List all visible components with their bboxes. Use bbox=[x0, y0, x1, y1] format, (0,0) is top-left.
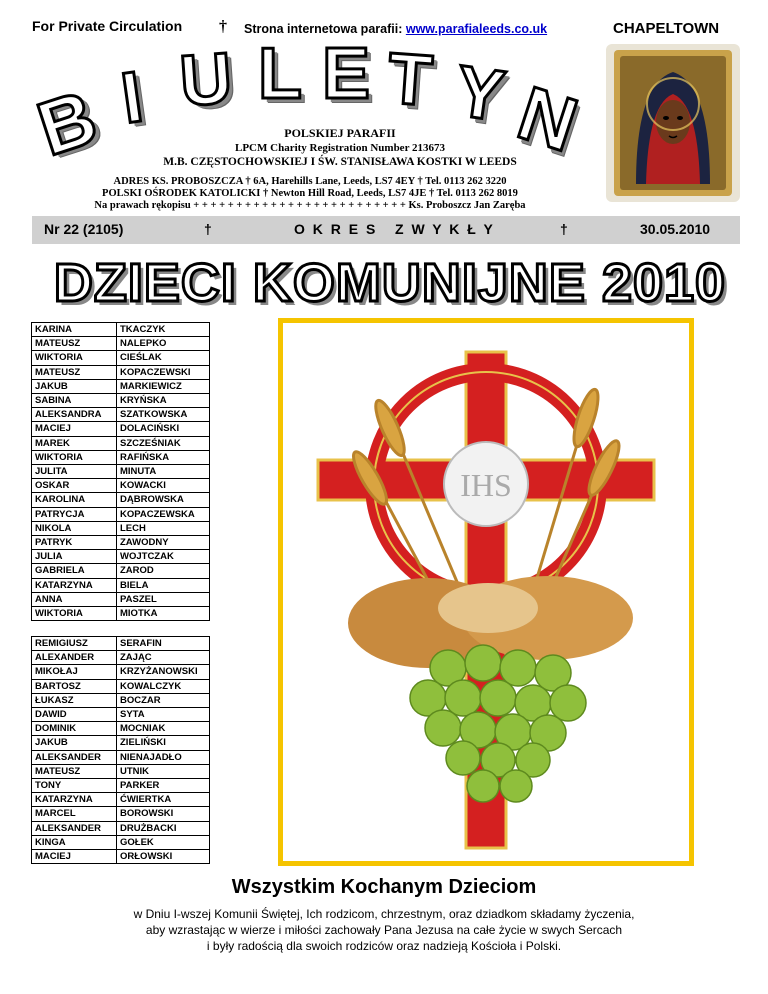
surname-cell: KOPACZEWSKA bbox=[117, 507, 210, 521]
first-name-cell: GABRIELA bbox=[32, 564, 117, 578]
communicant-row bbox=[32, 479, 210, 493]
first-name-cell: BARTOSZ bbox=[32, 679, 117, 693]
surname-cell: MOCNIAK bbox=[117, 722, 210, 736]
communicant-row bbox=[32, 365, 210, 379]
first-name-cell: ANNA bbox=[32, 592, 117, 606]
communicant-row bbox=[32, 793, 210, 807]
first-name-cell: KATARZYNA bbox=[32, 578, 117, 592]
host-ihs-text: IHS bbox=[460, 467, 512, 503]
first-name-cell: NIKOLA bbox=[32, 521, 117, 535]
liturgical-period: O K R E S Z W Y K Ł Y bbox=[294, 221, 495, 237]
surname-cell: RAFIŃSKA bbox=[117, 450, 210, 464]
communicant-row bbox=[32, 521, 210, 535]
surname-cell: WOJTCZAK bbox=[117, 550, 210, 564]
issue-dagger: † bbox=[560, 221, 568, 237]
communicant-row bbox=[32, 637, 210, 651]
surname-cell: CIEŚLAK bbox=[117, 351, 210, 365]
first-name-cell: DOMINIK bbox=[32, 722, 117, 736]
surname-cell: ZAWODNY bbox=[117, 536, 210, 550]
communicant-row bbox=[32, 807, 210, 821]
communicant-row bbox=[32, 536, 210, 550]
surname-cell: GOŁEK bbox=[117, 835, 210, 849]
communicant-row bbox=[32, 693, 210, 707]
masthead-letter: Y bbox=[450, 51, 510, 137]
first-name-cell: MACIEJ bbox=[32, 422, 117, 436]
madonna-icon-image bbox=[606, 44, 740, 202]
communicant-row bbox=[32, 750, 210, 764]
greeting-line: aby wzrastając w wierze i miłości zachowały Pana Jezusa na całe życie w swych Sercach bbox=[145, 923, 623, 937]
communicant-row bbox=[32, 436, 210, 450]
address-line: ADRES KS. PROBOSZCZA † 6A, Harehills Lane, Leeds, LS7 4EY † Tel. 0113 262 3220 bbox=[113, 176, 507, 187]
communicants-table-2 bbox=[31, 636, 210, 864]
surname-cell: MINUTA bbox=[117, 465, 210, 479]
surname-cell: BOROWSKI bbox=[117, 807, 210, 821]
first-name-cell: KAROLINA bbox=[32, 493, 117, 507]
issue-date: 30.05.2010 bbox=[640, 221, 711, 237]
masthead-letter: T bbox=[385, 38, 435, 122]
masthead-letter: L bbox=[258, 34, 302, 114]
surname-cell: LECH bbox=[117, 521, 210, 535]
masthead-letter: B bbox=[28, 74, 107, 173]
first-name-cell: WIKTORIA bbox=[32, 351, 117, 365]
communicant-row bbox=[32, 850, 210, 864]
first-name-cell: JAKUB bbox=[32, 736, 117, 750]
masthead-letter: I bbox=[116, 56, 148, 140]
communicant-row bbox=[32, 351, 210, 365]
surname-cell: BIELA bbox=[117, 578, 210, 592]
surname-cell: NALEPKO bbox=[117, 337, 210, 351]
surname-cell: ĆWIERTKA bbox=[117, 793, 210, 807]
masthead-letter: U bbox=[177, 38, 235, 122]
website-link[interactable]: www.parafialeeds.co.uk bbox=[405, 22, 548, 36]
surname-cell: KOPACZEWSKI bbox=[117, 365, 210, 379]
communicant-row bbox=[32, 821, 210, 835]
surname-cell: DOLACIŃSKI bbox=[117, 422, 210, 436]
first-name-cell: OSKAR bbox=[32, 479, 117, 493]
surname-cell: BOCZAR bbox=[117, 693, 210, 707]
surname-cell: TKACZYK bbox=[117, 323, 210, 337]
communicant-row bbox=[32, 379, 210, 393]
communicant-row bbox=[32, 493, 210, 507]
surname-cell: PARKER bbox=[117, 779, 210, 793]
surname-cell: SERAFIN bbox=[117, 637, 210, 651]
first-name-cell: PATRYK bbox=[32, 536, 117, 550]
communicants-table-1 bbox=[31, 322, 210, 621]
first-name-cell: MATEUSZ bbox=[32, 764, 117, 778]
first-name-cell: ALEKSANDER bbox=[32, 750, 117, 764]
first-name-cell: WIKTORIA bbox=[32, 607, 117, 621]
communicant-row bbox=[32, 394, 210, 408]
first-name-cell: MATEUSZ bbox=[32, 365, 117, 379]
first-name-cell: KARINA bbox=[32, 323, 117, 337]
communicant-row bbox=[32, 323, 210, 337]
first-name-cell: MARCEL bbox=[32, 807, 117, 821]
surname-cell: ZAJĄC bbox=[117, 651, 210, 665]
communicant-row bbox=[32, 408, 210, 422]
surname-cell: KOWACKI bbox=[117, 479, 210, 493]
communicant-row bbox=[32, 736, 210, 750]
masthead-letter: E bbox=[322, 34, 371, 114]
first-name-cell: KATARZYNA bbox=[32, 793, 117, 807]
surname-cell: KRYŃSKA bbox=[117, 394, 210, 408]
first-name-cell: ALEKSANDRA bbox=[32, 408, 117, 422]
surname-cell: SZCZEŚNIAK bbox=[117, 436, 210, 450]
charity-number: LPCM Charity Registration Number 213673 bbox=[235, 142, 445, 154]
communicant-row bbox=[32, 564, 210, 578]
surname-cell: ZAROD bbox=[117, 564, 210, 578]
issue-bar bbox=[32, 216, 740, 244]
communicant-row bbox=[32, 764, 210, 778]
communicant-row bbox=[32, 651, 210, 665]
communicant-row bbox=[32, 337, 210, 351]
communicant-row bbox=[32, 665, 210, 679]
greeting-body bbox=[84, 906, 684, 954]
first-name-cell: ALEXANDER bbox=[32, 651, 117, 665]
communicant-row bbox=[32, 578, 210, 592]
parish-name: POLSKIEJ PARAFII bbox=[284, 126, 396, 140]
communicant-row bbox=[32, 722, 210, 736]
surname-cell: ZIELIŃSKI bbox=[117, 736, 210, 750]
address-line: Na prawach rękopisu + + + + + + + + + + + + + + + + + + + + + + + + + Ks. Proboszcz Jan Zaręba bbox=[94, 200, 526, 211]
surname-cell: NIENAJADŁO bbox=[117, 750, 210, 764]
masthead-letter: N bbox=[508, 70, 587, 169]
communicant-row bbox=[32, 422, 210, 436]
surname-cell: PASZEL bbox=[117, 592, 210, 606]
communicant-row bbox=[32, 465, 210, 479]
greeting-title: Wszystkim Kochanym Dzieciom bbox=[231, 876, 537, 898]
communicant-row bbox=[32, 450, 210, 464]
first-name-cell: DAWID bbox=[32, 708, 117, 722]
first-name-cell: MAREK bbox=[32, 436, 117, 450]
first-name-cell: WIKTORIA bbox=[32, 450, 117, 464]
first-name-cell: MACIEJ bbox=[32, 850, 117, 864]
first-name-cell: ALEKSANDER bbox=[32, 821, 117, 835]
communicant-row bbox=[32, 550, 210, 564]
surname-cell: ORŁOWSKI bbox=[117, 850, 210, 864]
first-name-cell: MATEUSZ bbox=[32, 337, 117, 351]
surname-cell: MIOTKA bbox=[117, 607, 210, 621]
surname-cell: SYTA bbox=[117, 708, 210, 722]
first-name-cell: JULIA bbox=[32, 550, 117, 564]
communion-illustration bbox=[278, 318, 694, 866]
first-name-cell: KINGA bbox=[32, 835, 117, 849]
surname-cell: UTNIK bbox=[117, 764, 210, 778]
communicant-row bbox=[32, 607, 210, 621]
communicant-row bbox=[32, 835, 210, 849]
surname-cell: KRZYŻANOWSKI bbox=[117, 665, 210, 679]
first-name-cell: ŁUKASZ bbox=[32, 693, 117, 707]
issue-number: Nr 22 (2105) bbox=[44, 221, 124, 237]
surname-cell: SZATKOWSKA bbox=[117, 408, 210, 422]
first-name-cell: SABINA bbox=[32, 394, 117, 408]
surname-cell: DRUŻBACKI bbox=[117, 821, 210, 835]
communicant-row bbox=[32, 779, 210, 793]
first-name-cell: JAKUB bbox=[32, 379, 117, 393]
greeting-line: i były radością dla swoich rodziców oraz nadzieją Kościoła i Polski. bbox=[206, 939, 562, 953]
first-name-cell: PATRYCJA bbox=[32, 507, 117, 521]
issue-dagger: † bbox=[204, 221, 212, 237]
surname-cell: KOWALCZYK bbox=[117, 679, 210, 693]
greeting-line: w Dniu I-wszej Komunii Świętej, Ich rodzicom, chrzestnym, oraz dziadkom składamy życzenia, bbox=[133, 907, 635, 921]
communicant-row bbox=[32, 507, 210, 521]
surname-cell: DĄBROWSKA bbox=[117, 493, 210, 507]
parish-patrons: M.B. CZĘSTOCHOWSKIEJ I ŚW. STANISŁAWA KOSTKI W LEEDS bbox=[163, 156, 517, 168]
address-line: POLSKI OŚRODEK KATOLICKI † Newton Hill Road, Leeds, LS7 4JE † Tel. 0113 262 8019 bbox=[102, 188, 518, 199]
communicant-row bbox=[32, 708, 210, 722]
first-name-cell: MIKOŁAJ bbox=[32, 665, 117, 679]
surname-cell: MARKIEWICZ bbox=[117, 379, 210, 393]
communicant-row bbox=[32, 592, 210, 606]
header-dagger: † bbox=[219, 18, 227, 35]
first-name-cell: JULITA bbox=[32, 465, 117, 479]
website-label: Strona internetowa parafii: bbox=[244, 22, 403, 36]
first-name-cell: REMIGIUSZ bbox=[32, 637, 117, 651]
first-name-cell: TONY bbox=[32, 779, 117, 793]
private-circulation-label: For Private Circulation bbox=[32, 18, 183, 34]
headline: DZIECI KOMUNIJNE 2010 bbox=[53, 253, 727, 313]
communicant-row bbox=[32, 679, 210, 693]
location-label: CHAPELTOWN bbox=[613, 20, 720, 37]
